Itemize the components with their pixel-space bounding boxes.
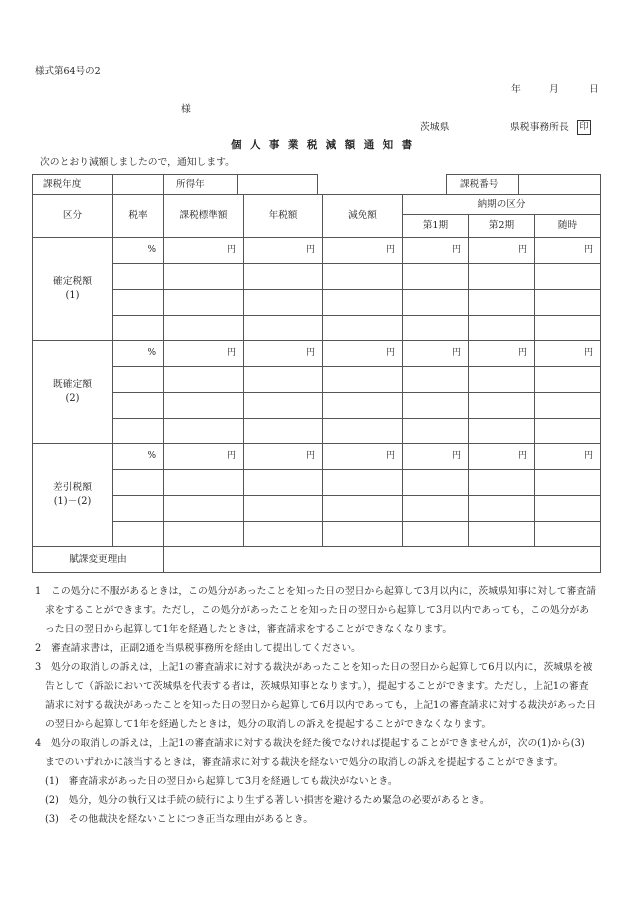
table-row xyxy=(33,470,601,496)
reduction-cell xyxy=(323,264,403,290)
category-header: 区分 xyxy=(33,195,113,238)
annual-tax-cell xyxy=(244,470,323,496)
annual-tax-cell: 円 xyxy=(244,238,323,264)
tax-rate-cell xyxy=(113,393,164,419)
period-1-cell xyxy=(403,393,469,419)
note-4-item: (1) 審査請求があった日の翌日から起算して3月を経過しても裁決がないとき。 xyxy=(45,776,398,787)
group-label: 差引税額 xyxy=(52,482,93,493)
group-label: 確定税額 xyxy=(52,276,93,287)
reduction-cell: 円 xyxy=(323,341,403,367)
taxable-standard-header: 課税標準額 xyxy=(164,195,244,238)
anytime-cell xyxy=(535,419,601,444)
period-1-cell xyxy=(403,316,469,341)
tax-rate-cell xyxy=(113,367,164,393)
anytime-cell xyxy=(535,496,601,522)
period-1-cell xyxy=(403,496,469,522)
period-1-cell xyxy=(403,522,469,547)
anytime-cell xyxy=(535,393,601,419)
annual-tax-cell xyxy=(244,496,323,522)
annual-tax-cell: 円 xyxy=(244,341,323,367)
reduction-cell: 円 xyxy=(323,444,403,470)
period-2-cell xyxy=(469,470,535,496)
tax-rate-cell xyxy=(113,316,164,341)
taxable-standard-cell xyxy=(164,316,244,341)
taxable-standard-cell xyxy=(164,470,244,496)
period-1-cell xyxy=(403,470,469,496)
annual-tax-header: 年税額 xyxy=(244,195,323,238)
form-number: 様式第64号の2 xyxy=(35,66,101,77)
taxable-standard-cell xyxy=(164,522,244,547)
tax-year-label: 課税年度 xyxy=(33,175,113,195)
note-3-line: の翌日から起算して1年を経過したときは，処分の取消しの訴えを提起することができなくなります。 xyxy=(45,719,492,730)
anytime-cell xyxy=(535,316,601,341)
period-1-cell xyxy=(403,367,469,393)
tax-rate-cell xyxy=(113,264,164,290)
tax-rate-cell xyxy=(113,290,164,316)
tax-rate-cell: % xyxy=(113,444,164,470)
table-row xyxy=(33,341,601,367)
note-1-line: 1 この処分に不服があるときは，この処分があったことを知った日の翌日から起算して3月以内に，茨城県知事に対して審査請 xyxy=(35,586,596,597)
reduction-cell xyxy=(323,419,403,444)
tax-rate-cell: % xyxy=(113,238,164,264)
taxable-standard-cell: 円 xyxy=(164,238,244,264)
date-year-label: 年 xyxy=(511,84,521,95)
anytime-cell xyxy=(535,522,601,547)
period-2-cell xyxy=(469,316,535,341)
table-row xyxy=(33,496,601,522)
table-row xyxy=(33,522,601,547)
table-row xyxy=(33,393,601,419)
addressee-suffix: 様 xyxy=(181,104,191,115)
reduction-cell xyxy=(323,290,403,316)
period-1-cell xyxy=(403,290,469,316)
note-3-line: 3 処分の取消しの訴えは，上記1の審査請求に対する裁決があったことを知った日の翌日から起算して6月以内に，茨城県を被 xyxy=(35,662,593,673)
period-1-header: 第1期 xyxy=(403,215,469,238)
table-row xyxy=(33,367,601,393)
annual-tax-cell xyxy=(244,367,323,393)
taxable-standard-cell xyxy=(164,367,244,393)
reduction-cell: 円 xyxy=(323,238,403,264)
note-4-item: (2) 処分，処分の執行又は手続の続行により生ずる著しい損害を避けるため緊急の必要があるとき。 xyxy=(45,795,490,806)
anytime-cell: 円 xyxy=(535,444,601,470)
taxable-standard-cell xyxy=(164,393,244,419)
reduction-cell xyxy=(323,316,403,341)
reassessment-reason-cell xyxy=(164,547,601,573)
difference-tax-label xyxy=(33,444,113,547)
period-2-cell xyxy=(469,522,535,547)
note-2-line: 2 審査請求書は，正副2通を当県税事務所を経由して提出してください。 xyxy=(35,643,361,654)
period-2-cell xyxy=(469,419,535,444)
reduction-cell xyxy=(323,393,403,419)
anytime-cell: 円 xyxy=(535,238,601,264)
note-4-item: (3) その他裁決を経ないことにつき正当な理由があるとき。 xyxy=(45,814,314,825)
reduction-cell xyxy=(323,522,403,547)
taxable-standard-cell xyxy=(164,290,244,316)
table-row xyxy=(33,547,601,573)
period-1-cell xyxy=(403,264,469,290)
seal-mark: 印 xyxy=(577,120,591,135)
anytime-cell xyxy=(535,367,601,393)
tax-number-field xyxy=(519,175,601,195)
tax-rate-cell xyxy=(113,419,164,444)
anytime-cell xyxy=(535,470,601,496)
anytime-header: 随時 xyxy=(535,215,601,238)
annual-tax-cell xyxy=(244,316,323,341)
group-label: 既確定額 xyxy=(52,379,93,390)
period-2-cell: 円 xyxy=(469,341,535,367)
tax-rate-cell xyxy=(113,496,164,522)
reduction-header: 減免額 xyxy=(323,195,403,238)
table-header-row xyxy=(33,195,601,215)
period-2-cell: 円 xyxy=(469,444,535,470)
tax-info-row xyxy=(32,174,318,195)
date-month-label: 月 xyxy=(549,84,559,95)
period-2-cell xyxy=(469,290,535,316)
tax-number-row xyxy=(446,174,601,195)
annual-tax-cell xyxy=(244,290,323,316)
period-2-cell xyxy=(469,264,535,290)
income-year-field xyxy=(238,175,318,195)
tax-rate-header: 税率 xyxy=(113,195,164,238)
table-row xyxy=(33,444,601,470)
table-row xyxy=(33,264,601,290)
reduction-cell xyxy=(323,496,403,522)
tax-year-field xyxy=(113,175,164,195)
intro-text: 次のとおり減額しましたので，通知します。 xyxy=(40,157,235,168)
anytime-cell xyxy=(535,264,601,290)
group-number: (1) xyxy=(65,290,80,301)
period-2-cell: 円 xyxy=(469,238,535,264)
note-1-line: った日の翌日から起算して1年を経過したときは，審査請求をすることができなくなります。 xyxy=(45,624,453,635)
note-3-line: 請求に対する裁決があったことを知った日の翌日から起算して6月以内であっても，上記1の審査請求に対する裁決があった日 xyxy=(45,700,596,711)
table-row xyxy=(33,290,601,316)
taxable-standard-cell xyxy=(164,419,244,444)
reassessment-reason-label: 賦課変更理由 xyxy=(33,547,164,573)
note-4-line: までのいずれかに該当するときは，審査請求に対する裁決を経ないで処分の取消しの訴えを提起することができます。 xyxy=(45,757,564,768)
taxable-standard-cell: 円 xyxy=(164,444,244,470)
tax-rate-cell xyxy=(113,522,164,547)
period-2-cell xyxy=(469,393,535,419)
notes-section xyxy=(35,582,625,829)
issuer-prefecture: 茨城県 xyxy=(420,122,450,133)
reduction-cell xyxy=(323,470,403,496)
note-4-line: 4 処分の取消しの訴えは，上記1の審査請求に対する裁決を経た後でなければ提起することができませんが，次の(1)から(3) xyxy=(35,738,585,749)
table-row xyxy=(33,316,601,341)
annual-tax-cell xyxy=(244,419,323,444)
taxable-standard-cell xyxy=(164,264,244,290)
date-day-label: 日 xyxy=(589,84,599,95)
period-2-header: 第2期 xyxy=(469,215,535,238)
confirmed-tax-label xyxy=(33,238,113,341)
document-title: 個 人 事 業 税 減 額 通 知 書 xyxy=(231,139,415,151)
anytime-cell: 円 xyxy=(535,341,601,367)
taxable-standard-cell: 円 xyxy=(164,341,244,367)
tax-number-label: 課税番号 xyxy=(447,175,519,195)
anytime-cell xyxy=(535,290,601,316)
reduction-cell xyxy=(323,367,403,393)
note-1-line: 求をすることができます。ただし，この処分があったことを知った日の翌日から起算して3月以内であっても，この処分があ xyxy=(45,605,590,616)
annual-tax-cell xyxy=(244,264,323,290)
previously-confirmed-tax-label xyxy=(33,341,113,444)
period-1-cell: 円 xyxy=(403,444,469,470)
tax-rate-cell xyxy=(113,470,164,496)
note-3-line: 告として（訴訟において茨城県を代表する者は，茨城県知事となります。），提起することができます。ただし，上記1の審査 xyxy=(45,681,589,692)
payment-period-header: 納期の区分 xyxy=(403,195,601,215)
group-number: (2) xyxy=(65,393,80,404)
annual-tax-cell xyxy=(244,393,323,419)
income-year-label: 所得年 xyxy=(164,175,238,195)
tax-rate-cell: % xyxy=(113,341,164,367)
period-1-cell: 円 xyxy=(403,238,469,264)
period-1-cell xyxy=(403,419,469,444)
annual-tax-cell xyxy=(244,522,323,547)
taxable-standard-cell xyxy=(164,496,244,522)
period-2-cell xyxy=(469,367,535,393)
group-number: (1)－(2) xyxy=(53,496,92,507)
period-1-cell: 円 xyxy=(403,341,469,367)
annual-tax-cell: 円 xyxy=(244,444,323,470)
reduction-table xyxy=(32,194,601,573)
period-2-cell xyxy=(469,496,535,522)
issuer-title: 県税事務所長 xyxy=(510,122,569,133)
table-row xyxy=(33,238,601,264)
table-row xyxy=(33,419,601,444)
